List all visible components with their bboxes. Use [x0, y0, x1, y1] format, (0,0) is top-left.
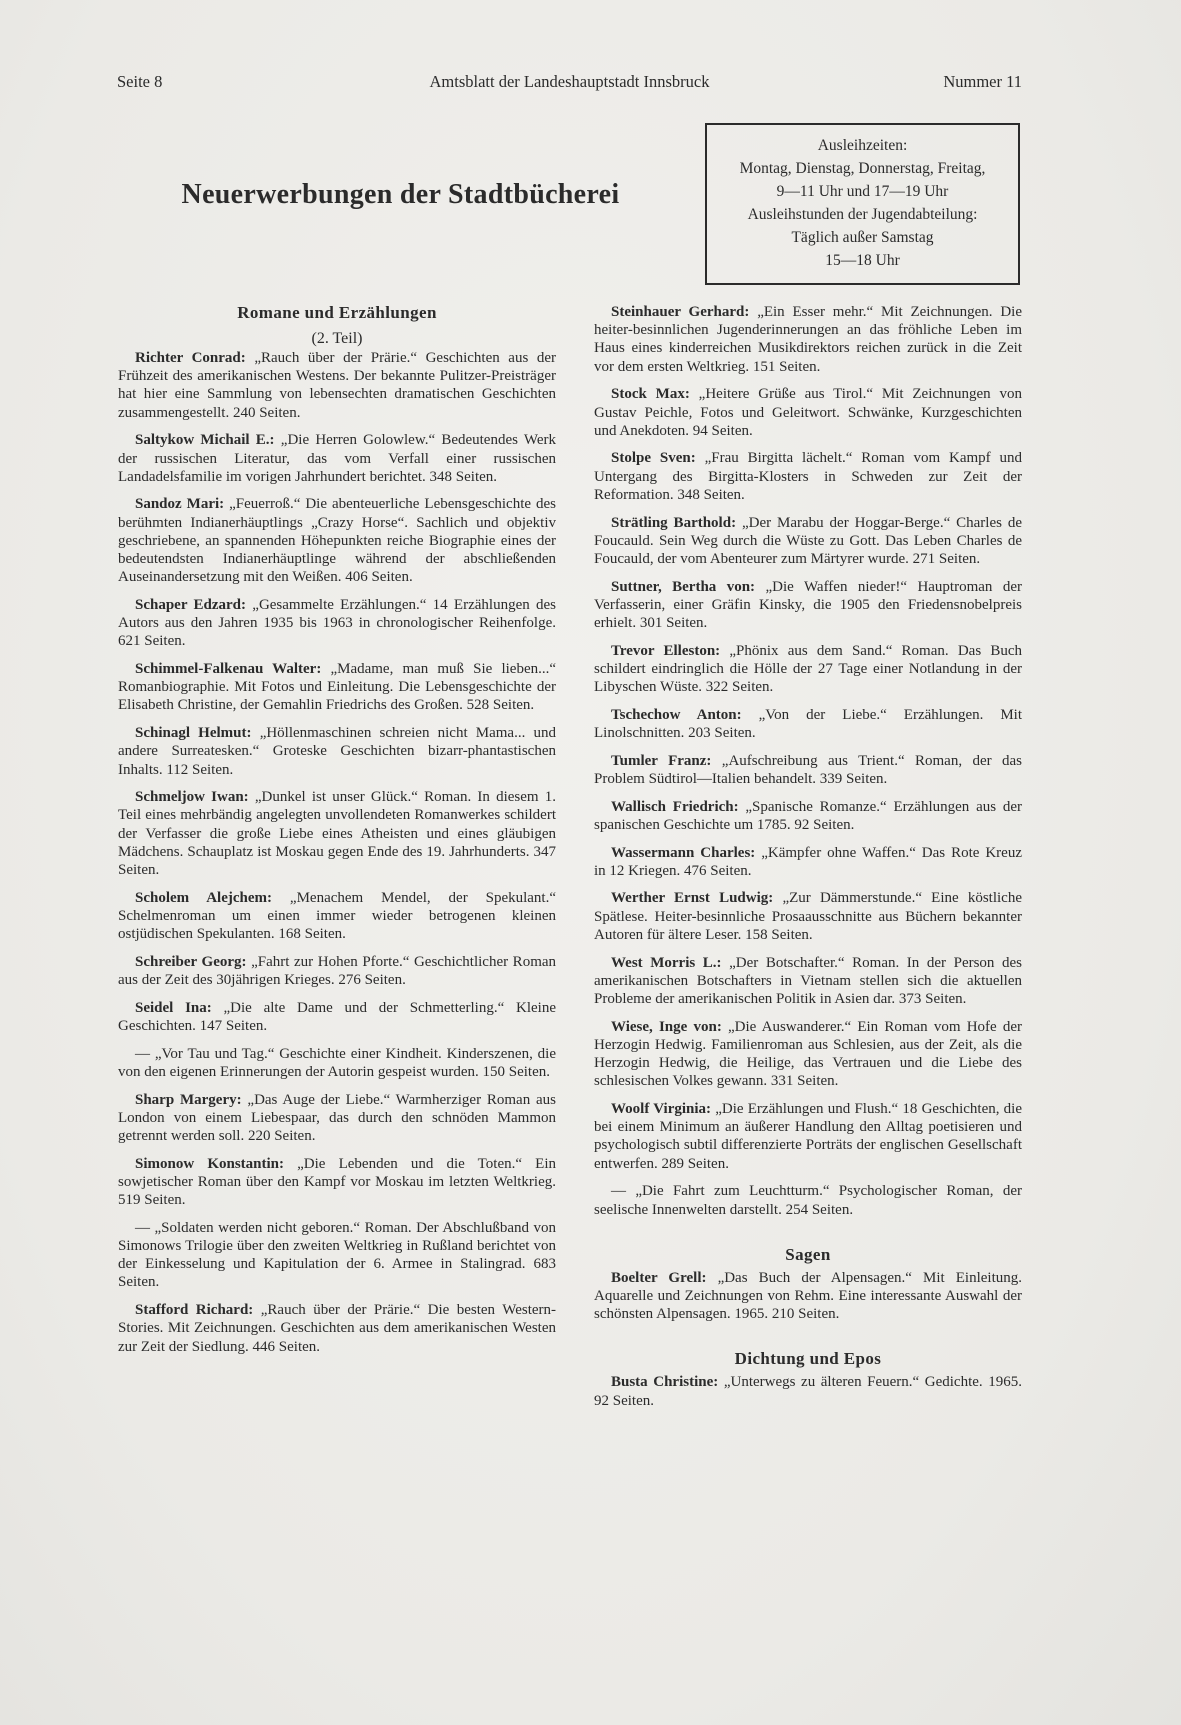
entry-author: Boelter Grell:	[611, 1269, 707, 1286]
book-entry	[594, 1100, 1022, 1173]
entry-author: Schinagl Helmut:	[135, 725, 252, 742]
book-entry	[118, 431, 556, 486]
entry-author: Woolf Virginia:	[611, 1101, 712, 1118]
book-entry	[594, 1018, 1022, 1091]
entry-description: „Die Waffen nieder!“ Hauptroman der Verfasserin, einer Gräfin Kinsky, die 1905 den Friedensnobelpreis erhielt. 301 Seiten.	[594, 578, 1023, 632]
book-entry	[594, 303, 1022, 376]
entry-author: Richter Conrad:	[135, 350, 246, 366]
page-title: Neuerwerbungen der Stadtbücherei	[181, 179, 620, 210]
entry-description: „Unterwegs zu älteren Feuern.“ Gedichte. 1965. 92 Seiten.	[594, 1374, 1022, 1409]
entry-author: Wiese, Inge von:	[611, 1018, 722, 1035]
entry-author: Seidel Ina:	[135, 999, 212, 1016]
book-entry	[594, 954, 1022, 1009]
entry-description: „Spanische Romanze.“ Erzählungen aus der spanischen Geschichte um 1785. 92 Seiten.	[594, 798, 1022, 833]
entry-description: „Feuerroß.“ Die abenteuerliche Lebensgeschichte des berühmten Indianerhäuptlings „Crazy Horse“. Sachlich und objektiv geschriebene, an spannenden Höhepunkten reiche Biographie eines der bedeutendsten Indianerhäuptlinge während der abschließenden Auseinandersetzung mit den Weißen. 406 Seiten.	[118, 496, 556, 586]
entry-author: Werther Ernst Ludwig:	[611, 890, 774, 907]
entry-author: Wassermann Charles:	[611, 844, 756, 861]
entry-description: „Phönix aus dem Sand.“ Roman. Das Buch schildert eindringlich die Hölle der 27 Tage einer Notlandung in der Libyschen Wüste. 322 Seiten.	[594, 642, 1023, 696]
book-entry	[594, 449, 1022, 504]
entry-author: Wallisch Friedrich:	[611, 798, 739, 815]
section-heading-dichtung: Dichtung und Epos	[734, 1349, 882, 1369]
entry-author: Suttner, Bertha von:	[611, 578, 756, 595]
book-entry	[118, 1301, 556, 1356]
section-heading: Romane und Erzählungen	[237, 303, 437, 322]
left-column	[118, 301, 556, 1365]
entry-author: Saltykow Michail E.:	[135, 432, 275, 449]
book-entry-continuation	[118, 1045, 556, 1081]
entry-author: West Morris L.:	[611, 954, 722, 971]
book-entry	[118, 999, 556, 1035]
entry-author: Scholem Alejchem:	[135, 889, 273, 906]
entry-description: „Die Herren Golowlew.“ Bedeutendes Werk der russischen Literatur, das vom Verfall einer russischen Landadelsfamilie im vorigen Jahrhundert berichtet. 348 Seiten.	[118, 432, 557, 485]
entry-description: „Gesammelte Erzählungen.“ 14 Erzählungen des Autors aus den Jahren 1935 bis 1963 in chronologischer Reihenfolge. 621 Seiten.	[118, 596, 556, 650]
book-entry	[594, 514, 1022, 569]
entry-description: — „Soldaten werden nicht geboren.“ Roman. Der Abschlußband von Simonows Trilogie über den zweiten Weltkrieg in Rußland berichtet von der Einkesselung und Kapitulation der 6. Armee in Stalingrad. 683 Seiten.	[118, 1219, 556, 1291]
entry-description: „Frau Birgitta lächelt.“ Roman vom Kampf und Untergang des Birgitta-Klosters in Schweden zur Zeit der Reformation. 348 Seiten.	[594, 450, 1023, 503]
entry-description: „Der Marabu der Hoggar-Berge.“ Charles de Foucauld. Sein Weg durch die Wüste zu Gott. Das Leben Charles de Foucauld, der vom Abenteurer zum Märtyrer wurde. 271 Seiten.	[594, 514, 1023, 567]
book-entry	[118, 953, 556, 989]
entry-description: „Madame, man muß Sie lieben...“ Romanbiographie. Mit Fotos und Einleitung. Die Lebensgeschichte der Elisabeth Christine, der Gemahlin Friedrichs des Großen. 528 Seiten.	[118, 661, 557, 714]
youth-department-heading: Ausleihstunden der Jugendabteilung:	[747, 206, 978, 223]
book-entry	[594, 706, 1022, 742]
book-entry	[118, 889, 556, 944]
youth-department-days: Täglich außer Samstag	[791, 229, 934, 246]
entry-description: „Heitere Grüße aus Tirol.“ Mit Zeichnungen von Gustav Peichle, Fotos und Geleitwort. Schwänke, Kurzgeschichten und Anekdoten. 94 Seiten.	[594, 386, 1023, 439]
entry-author: Simonow Konstantin:	[135, 1155, 284, 1172]
lending-hours-heading: Ausleihzeiten:	[817, 137, 908, 154]
book-entry-continuation	[594, 1182, 1022, 1218]
entry-description: — „Die Fahrt zum Leuchtturm.“ Psychologischer Roman, der seelische Innenwelten darstellt. 254 Seiten.	[594, 1183, 1022, 1218]
running-header	[117, 72, 1022, 92]
entry-author: Stolpe Sven:	[611, 450, 696, 467]
entry-description: „Zur Dämmerstunde.“ Eine köstliche Spätlese. Heiter-besinnliche Prosaausschnitte aus Büchern bekannter Autoren für ältere Leser. 158 Seiten.	[594, 890, 1022, 943]
book-entry	[594, 844, 1022, 880]
entry-description: „Das Buch der Alpensagen.“ Mit Einleitung. Aquarelle und Zeichnungen von Rehm. Eine interessante Auswahl der schönsten Alpensagen. 1965. 210 Seiten.	[594, 1269, 1023, 1323]
entry-description: „Die Erzählungen und Flush.“ 18 Geschichten, die bei einem Minimum an äußerer Handlung den Alltag poetisieren und psychologisch subtil differenzierte Porträts der englischen Gesellschaft entwerfen. 289 Seiten.	[594, 1101, 1023, 1172]
entry-description: „Kämpfer ohne Waffen.“ Das Rote Kreuz in 12 Kriegen. 476 Seiten.	[594, 844, 1022, 879]
entry-author: Schaper Edzard:	[135, 596, 246, 613]
entry-description: „Die Auswanderer.“ Ein Roman vom Hofe der Herzogin Hedwig. Familienroman aus Schlesien, aus der Zeit, als die Herzogin Hedwig, die Heilige, das Vertrauen und die Liebe des schlesischen Volkes gewann. 331 Seiten.	[594, 1018, 1022, 1090]
right-column	[594, 303, 1022, 1419]
book-entry	[118, 1155, 556, 1210]
entry-author: Schmeljow Iwan:	[135, 789, 249, 806]
entry-author: Stock Max:	[611, 386, 690, 403]
book-entry	[594, 1269, 1022, 1324]
book-entry	[118, 724, 556, 779]
entry-author: Sharp Margery:	[135, 1091, 242, 1108]
lending-hours-days: Montag, Dienstag, Donnerstag, Freitag,	[739, 160, 986, 177]
entry-description: „Der Botschafter.“ Roman. In der Person des amerikanischen Botschafters in Vietnam stellen sich die aktuellen Probleme der amerikanischen Politik in Asien dar. 373 Seiten.	[594, 954, 1023, 1007]
book-entry	[594, 642, 1022, 697]
entry-description: „Dunkel ist unser Glück.“ Roman. In diesem 1. Teil eines mehrbändig angelegten unvollendeten Romanwerkes schildert der Verfasser die große Liebe eines Atheisten und eines gläubigen Mädchens. Schauplatz ist Moskau gegen Ende des 19. Jahrhunderts. 347 Seiten.	[118, 789, 557, 879]
book-entry	[118, 1091, 556, 1146]
lending-hours-box	[705, 123, 1020, 285]
book-entry	[594, 385, 1022, 440]
issue-number: Nummer 11	[943, 72, 1022, 91]
youth-department-times: 15—18 Uhr	[825, 252, 900, 269]
entry-author: Sandoz Mari:	[135, 496, 225, 513]
entry-description: „Höllenmaschinen schreien nicht Mama... und andere Surreatesken.“ Groteske Geschichten bizarr-phantastischen Inhalts. 112 Seiten.	[118, 725, 557, 778]
book-entry	[594, 798, 1022, 834]
entry-author: Strätling Barthold:	[611, 514, 737, 531]
entry-author: Stafford Richard:	[135, 1302, 254, 1319]
entry-author: Tschechow Anton:	[611, 706, 742, 723]
entry-author: Trevor Elleston:	[611, 642, 721, 659]
entry-author: Busta Christine:	[611, 1374, 719, 1391]
entry-author: Steinhauer Gerhard:	[611, 304, 750, 320]
book-entry	[594, 752, 1022, 788]
entry-description: „Menachem Mendel, der Spekulant.“ Schelmenroman um einen immer wieder betrogenen kleinen ostjüdischen Spekulanten. 168 Seiten.	[118, 889, 557, 943]
book-entry	[118, 349, 556, 422]
book-entry	[594, 1373, 1022, 1409]
entry-description: „Fahrt zur Hohen Pforte.“ Geschichtlicher Roman aus der Zeit des 30jährigen Krieges. 276 Seiten.	[118, 953, 557, 989]
entry-description: „Das Auge der Liebe.“ Warmherziger Roman aus London von einem Liebespaar, das durch den schnöden Mammon getrennt werden soll. 220 Seiten.	[118, 1091, 556, 1145]
entry-description: „Die Lebenden und die Toten.“ Ein sowjetischer Roman über den Kampf vor Moskau im letzten Weltkrieg. 519 Seiten.	[118, 1155, 556, 1209]
book-entry	[118, 788, 556, 879]
section-heading-sagen: Sagen	[785, 1244, 831, 1264]
entry-description: „Rauch über der Prärie.“ Geschichten aus der Frühzeit des amerikanischen Westens. Der bekannte Pulitzer-Preisträger hat hier eine Sammlung von lebensechten dramatischen Geschichten zusammengestellt. 240 Seiten.	[118, 350, 556, 421]
entry-description: „Ein Esser mehr.“ Mit Zeichnungen. Die heiter-besinnlichen Jugenderinnerungen an das fröhliche Leben im Haus eines kinderreichen Musikdirektors reichen zurück in die Zeit vor dem ersten Weltkrieg. 151 Seiten.	[594, 304, 1023, 375]
entry-description: „Von der Liebe.“ Erzählungen. Mit Linolschnitten. 203 Seiten.	[594, 706, 1023, 742]
book-entry	[118, 660, 556, 715]
entry-description: „Rauch über der Prärie.“ Die besten Western-Stories. Mit Zeichnungen. Geschichten aus dem amerikanischen Westen zur Zeit der Siedlung. 446 Seiten.	[118, 1302, 557, 1355]
lending-hours-times: 9—11 Uhr und 17—19 Uhr	[776, 183, 949, 200]
entry-description: „Aufschreibung aus Trient.“ Roman, der das Problem Südtirol—Italien behandelt. 339 Seiten.	[594, 752, 1022, 787]
entry-description: — „Vor Tau und Tag.“ Geschichte einer Kindheit. Kinderszenen, die von den eigenen Erinnerungen der Autorin gespeist wurden. 150 Seiten.	[118, 1045, 556, 1080]
entry-author: Tumler Franz:	[611, 752, 712, 769]
entry-description: „Die alte Dame und der Schmetterling.“ Kleine Geschichten. 147 Seiten.	[118, 999, 556, 1034]
book-entry	[594, 578, 1022, 633]
entry-author: Schimmel-Falkenau Walter:	[135, 661, 322, 678]
section-subtitle: (2. Teil)	[311, 330, 363, 347]
entry-author: Schreiber Georg:	[135, 953, 247, 970]
book-entry	[118, 596, 556, 651]
book-entry-continuation	[118, 1219, 556, 1292]
page-number: Seite 8	[117, 72, 163, 91]
publication-title: Amtsblatt der Landeshauptstadt Innsbruck	[429, 72, 710, 91]
book-entry	[594, 889, 1022, 944]
book-entry	[118, 495, 556, 586]
